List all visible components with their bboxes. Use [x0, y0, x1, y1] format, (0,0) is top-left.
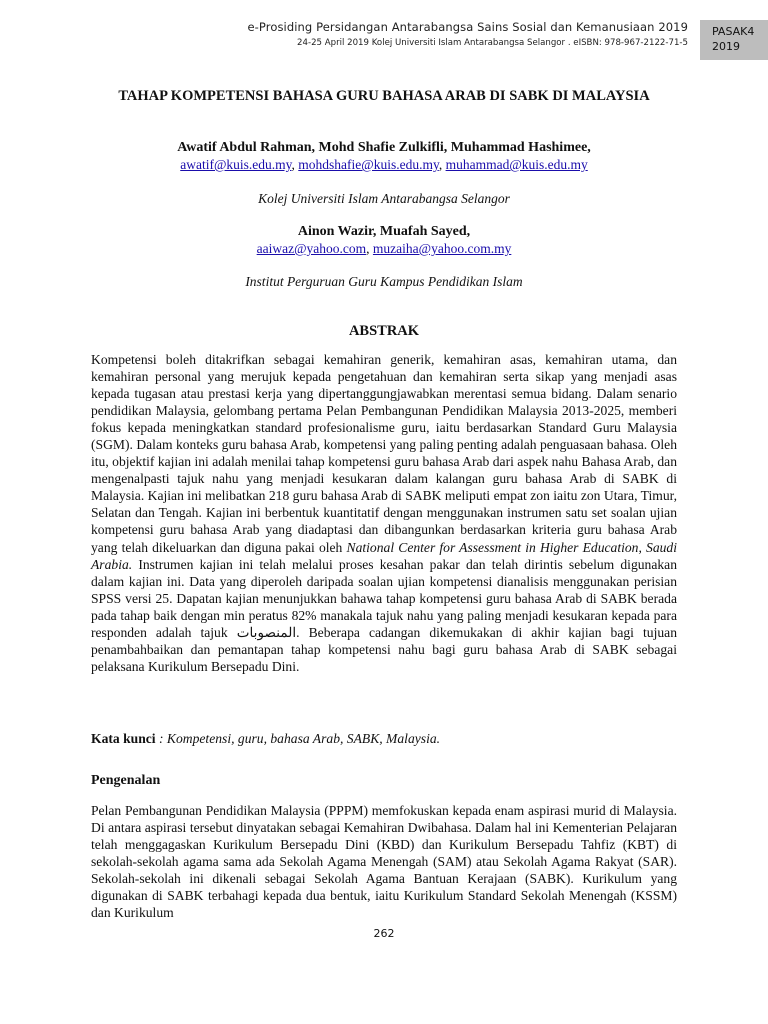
page-number: 262 [373, 927, 395, 940]
abstract-text-2: Instrumen kajian ini telah melalui proses kesahan pakar dan telah dirintis sebelum digunakan dalam kajian ini. Data yang diperoleh daripada soalan ujian kompetensi dianalisis menggunakan perisian SPSS versi 25. Dapatan kajian menunjukkan bahawa tahap kompetensi guru bahasa Arab di SABK berada pada tahap baik dengan min peratus 82% manakala tajuk nahu yang paling menjadi kesukaran kepada para responden adalah tajuk [91, 556, 677, 640]
keywords-label: Kata kunci [91, 731, 156, 746]
section-heading: Pengenalan [91, 773, 161, 788]
email-link-muhammad[interactable]: muhammad@kuis.edu.my [445, 157, 588, 172]
conference-title: e-Prosiding Persidangan Antarabangsa Sains Sosial dan Kemanusiaan 2019 [247, 20, 688, 34]
email-link-mohdshafie[interactable]: mohdshafie@kuis.edu.my [298, 157, 439, 172]
running-header [247, 20, 688, 48]
email-link-awatif[interactable]: awatif@kuis.edu.my [180, 157, 292, 172]
section-body: Pelan Pembangunan Pendidikan Malaysia (PPPM) memfokuskan kepada enam aspirasi murid di Malaysia. Di antara aspirasi tersebut dinyatakan sebagai Kemahiran Dwibahasa. Dalam hal ini Kementerian Pelajaran telah menggagaskan Kurikulum Bersepadu Dini (KBD) dan Kurikulum Bersepadu Tahfiz (KBT) di sekolah-sekolah agama sama ada Sekolah Agama Menengah (SAM) atau Sekolah Agama Rakyat (SAR). Sekolah-sekolah ini dikenali sebagai Sekolah Agama Bantuan Kerajaan (SABK). Kurikulum yang digunakan di SABK terbahagi kepada dua bentuk, iaitu Kurikulum Standard Sekolah Menengah (KSSM) dan Kurikulum [91, 803, 677, 921]
badge-label: PASAK4 [712, 25, 755, 38]
keywords-list: : Kompetensi, guru, bahasa Arab, SABK, Malaysia. [155, 731, 441, 746]
paper-title: TAHAP KOMPETENSI BAHASA GURU BAHASA ARAB DI SABK DI MALAYSIA [118, 88, 650, 104]
email-link-aaiwaz[interactable]: aaiwaz@yahoo.com [256, 241, 367, 256]
arabic-term: المنصوبات [236, 624, 297, 640]
author-emails-2: aaiwaz@yahoo.com, muzaiha@yahoo.com.my [256, 241, 512, 256]
conference-details: 24-25 April 2019 Kolej Universiti Islam Antarabangsa Selangor . eISBN: 978-967-2122-71-5 [297, 38, 688, 48]
institution-1: Kolej Universiti Islam Antarabangsa Selangor [258, 191, 510, 206]
abstract-text-1: Kompetensi boleh ditakrifkan sebagai kemahiran generik, kemahiran asas, kemahiran utama, dan kemahiran personal yang merujuk kepada pengetahuan dan kemahiran serta sikap yang menjadi asas kepada tugasan atau prestasi kerja yang dipertanggungjawabkan merentasi semua bidang. Dalam senario pendidikan Malaysia, gelombang pertama Pelan Pembangunan Pendidikan Malaysia 2013-2025, memberi fokus kepada meningkatkan standard profesionalisme guru, iaitu berdasarkan Standard Guru Malaysia (SGM). Dalam konteks guru bahasa Arab, kompetensi yang paling penting adalah penguasaan bahasa. Oleh itu, objektif kajian ini adalah menilai tahap kompetensi guru bahasa Arab dari aspek nahu Bahasa Arab, dan mengenalpasti tajuk nahu yang menjadi kesukaran dalam kalangan guru bahasa Arab di SABK di Malaysia. Kajian ini melibatkan 218 guru bahasa Arab di SABK meliputi empat zon iaitu zon Utara, Timur, Selatan dan Tengah. Kajian ini berbentuk kuantitatif dengan menggunakan instrumen satu set soalan ujian kompetensi guru bahasa Arab yang diadaptasi dan dibangunkan berdasarkan kriteria guru bahasa Arab yang telah dikeluarkan dan diguna pakai oleh [91, 352, 677, 555]
abstract-text-3: . Beberapa cadangan dikemukakan di akhir kajian bagi tujuan penambahbaikan dan pemantapan tahap kompetensi nahu bagi guru bahasa Arab di SABK sebagai pelaksana Kurikulum Bersepadu Dini. [91, 624, 677, 674]
institution-2: Institut Perguruan Guru Kampus Pendidikan Islam [245, 274, 523, 289]
abstract-italic-ref: National Center for Assessment in Higher Education, Saudi Arabia. [91, 539, 677, 572]
email-link-muzaiha[interactable]: muzaiha@yahoo.com.my [372, 241, 512, 256]
keywords [91, 731, 440, 747]
abstract-heading: ABSTRAK [348, 323, 420, 339]
conference-badge [700, 20, 768, 60]
author-names-2: Ainon Wazir, Muafah Sayed, [297, 224, 471, 239]
author-names-1: Awatif Abdul Rahman, Mohd Shafie Zulkifli, Muhammad Hashimee, [177, 140, 591, 155]
author-emails-1: awatif@kuis.edu.my, mohdshafie@kuis.edu.my, muhammad@kuis.edu.my [180, 157, 588, 172]
badge-year: 2019 [712, 40, 740, 53]
abstract-body [91, 351, 677, 675]
